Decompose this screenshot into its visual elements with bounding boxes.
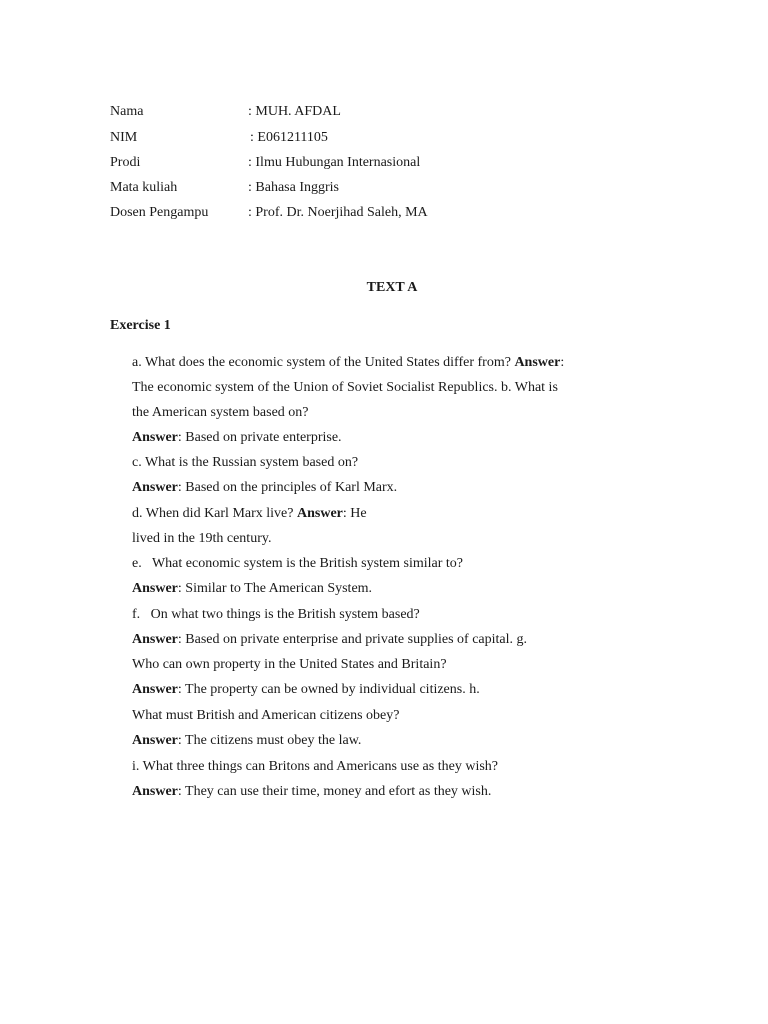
line-text: The economic system of the Union of Soviet Socialist Republics. b. What is [132,380,558,395]
body-line [132,630,527,650]
line-text: lived in the 19th century. [132,531,272,546]
body-line [132,453,358,473]
body-line [132,680,480,700]
header-value: : Prof. Dr. Noerjihad Saleh, MA [248,205,428,220]
answer-label: Answer [132,480,178,495]
line-text: the American system based on? [132,405,309,420]
line-text: Who can own property in the United States and Britain? [132,657,447,672]
body-line [132,403,309,423]
body-line [132,655,447,675]
body-line [132,757,498,777]
line-text: : The property can be owned by individual citizens. h. [177,682,480,697]
body-line [132,706,399,726]
body-line [132,478,397,498]
line-text: i. What three things can Britons and Americans use as they wish? [132,759,498,774]
header-label: Nama [110,104,144,119]
document-title: TEXT A [366,280,418,295]
answer-label: Answer [132,632,178,647]
line-text: f. On what two things is the British system based? [132,607,420,622]
body-line [132,579,372,599]
line-text: : The citizens must obey the law. [177,733,362,748]
header-label: Dosen Pengampu [110,205,209,220]
line-text: : Based on the principles of Karl Marx. [177,480,398,495]
answer-label: Answer [296,506,343,521]
line-text: What must British and American citizens obey? [132,708,400,723]
answer-label: Answer [132,430,178,445]
answer-label: Answer [132,581,178,596]
header-value: : E061211105 [250,130,328,145]
line-text: : Similar to The American System. [177,581,373,596]
line-text: : [560,355,565,370]
line-text: : He [342,506,367,521]
line-text: d. When did Karl Marx live? [132,506,297,521]
line-text: : They can use their time, money and efort as they wish. [177,784,492,799]
body-line [132,529,271,549]
line-text: : Based on private enterprise. [177,430,342,445]
header-value: : Bahasa Inggris [248,180,339,195]
body-line [132,428,342,448]
answer-label: Answer [132,733,178,748]
body-line [132,378,558,398]
body-line [132,782,491,802]
header-label: NIM [110,130,138,145]
body-line [132,605,420,625]
line-text: : Based on private enterprise and private supplies of capital. g. [177,632,528,647]
answer-label: Answer [514,355,561,370]
answer-label: Answer [132,682,178,697]
header-value: : Ilmu Hubungan Internasional [248,155,421,170]
header-label: Mata kuliah [110,180,178,195]
body-line [132,353,564,373]
line-text: e. What economic system is the British system similar to? [132,556,464,571]
header-label: Prodi [110,155,141,170]
exercise-heading: Exercise 1 [110,318,171,333]
line-text: c. What is the Russian system based on? [132,455,359,470]
line-text: a. What does the economic system of the United States differ from? [132,355,515,370]
header-value: : MUH. AFDAL [248,104,341,119]
answer-label: Answer [132,784,178,799]
body-line [132,504,367,524]
body-line [132,731,361,751]
body-line [132,554,463,574]
